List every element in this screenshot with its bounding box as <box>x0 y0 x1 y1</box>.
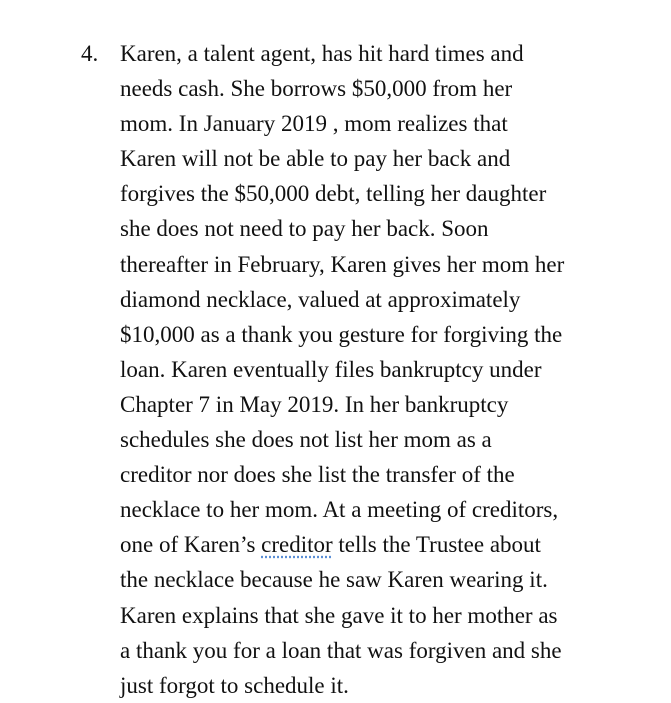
text-line: Chapter 7 in May 2019. In her bankruptcy <box>120 391 509 417</box>
spellcheck-underlined-word: creditor <box>261 532 333 558</box>
text-segment: tells the Trustee about <box>332 532 541 558</box>
text-line: diamond necklace, valued at approximately <box>120 286 521 312</box>
text-line: loan. Karen eventually files bankruptcy under <box>120 356 542 382</box>
text-line-with-spellcheck <box>120 527 660 562</box>
text-line: schedules she does not list her mom as a <box>120 427 492 453</box>
text-line: Karen will not be able to pay her back and <box>120 146 511 172</box>
text-line: a thank you for a loan that was forgiven and she <box>120 637 562 663</box>
text-line: forgives the $50,000 debt, telling her daughter <box>120 181 547 207</box>
text-line: she does not need to pay her back. Soon <box>120 216 489 242</box>
text-line: thereafter in February, Karen gives her mom her <box>120 251 565 277</box>
question-text <box>120 36 660 703</box>
text-line: Karen explains that she gave it to her mother as <box>120 602 558 628</box>
text-line: Karen, a talent agent, has hit hard times and <box>120 41 524 66</box>
text-line: needs cash. She borrows $50,000 from her <box>120 76 513 102</box>
text-segment: one of Karen’s <box>120 532 262 558</box>
text-line: $10,000 as a thank you gesture for forgiving the <box>120 321 563 347</box>
text-line: necklace to her mom. At a meeting of creditors, <box>120 497 559 523</box>
text-line: the necklace because he saw Karen wearing it. <box>120 567 548 593</box>
text-line: just forgot to schedule it. <box>120 672 349 698</box>
question-number: 4. <box>81 41 99 66</box>
text-line: mom. In January 2019 , mom realizes that <box>120 111 508 137</box>
text-line: creditor nor does she list the transfer of the <box>120 462 515 488</box>
